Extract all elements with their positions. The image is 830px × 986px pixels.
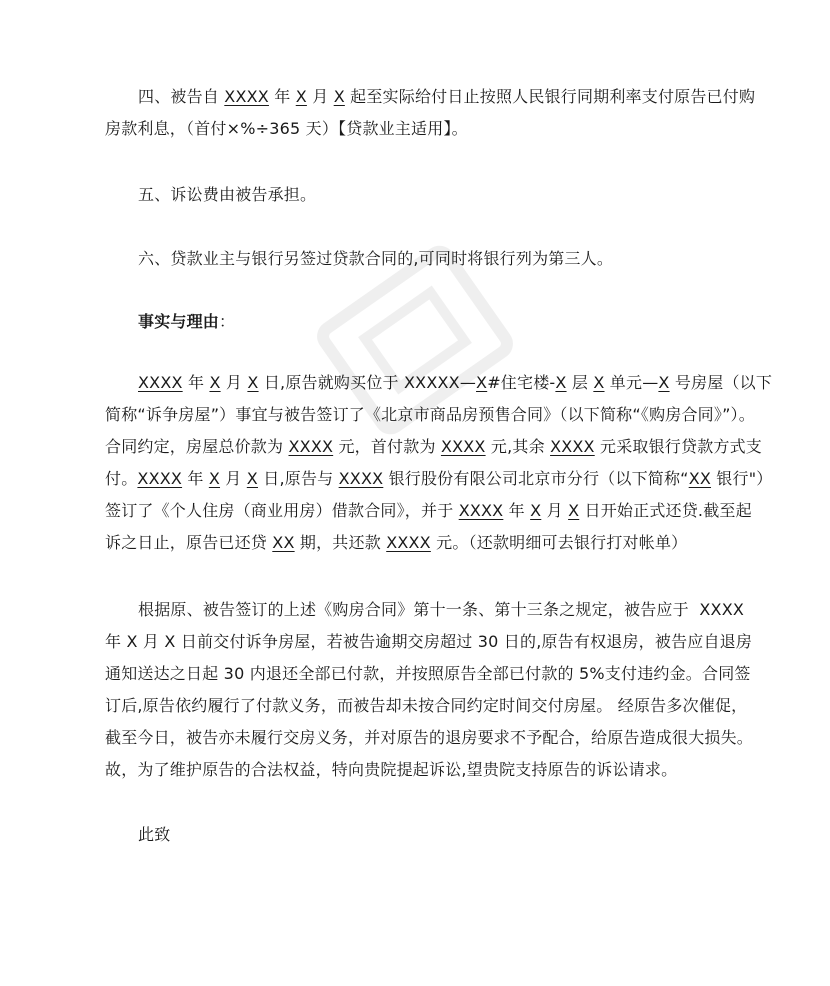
text-segment: 年 bbox=[182, 373, 210, 392]
placeholder-field: XX bbox=[688, 469, 712, 488]
text-line bbox=[138, 312, 235, 332]
text-line bbox=[138, 249, 613, 269]
text-segment: ： bbox=[219, 312, 236, 331]
section-heading: 事实与理由 bbox=[138, 312, 220, 331]
text-line bbox=[105, 632, 752, 652]
placeholder-field: X bbox=[246, 469, 258, 488]
text-segment: 此致 bbox=[138, 825, 171, 844]
placeholder-field: XXXX bbox=[288, 437, 334, 456]
text-segment: 日,原告就购买位于 XXXXX— bbox=[258, 373, 477, 392]
placeholder-field: X bbox=[555, 373, 567, 392]
text-segment: 诉之日止，原告已还贷 bbox=[105, 533, 273, 552]
text-line bbox=[105, 696, 747, 716]
placeholder-field: XXXX bbox=[550, 437, 595, 456]
text-segment: 签订了《个人住房（商业用房）借款合同》，并于 bbox=[105, 501, 459, 520]
text-segment: 号房屋（以下 bbox=[669, 373, 773, 392]
placeholder-field: XX bbox=[272, 533, 295, 552]
placeholder-field: XXXX bbox=[224, 87, 269, 106]
placeholder-field: X bbox=[295, 87, 307, 106]
text-segment: 合同约定，房屋总价款为 bbox=[105, 437, 289, 456]
text-segment: 银行"） bbox=[711, 469, 773, 488]
text-line bbox=[105, 119, 468, 139]
text-line bbox=[105, 405, 755, 425]
text-segment: 月 bbox=[220, 373, 248, 392]
text-segment: 元。（还款明细可去银行打对帐单） bbox=[430, 533, 688, 552]
placeholder-field: X bbox=[530, 501, 542, 520]
placeholder-field: X bbox=[208, 469, 221, 488]
placeholder-field: X bbox=[593, 373, 605, 392]
text-segment: 银行股份有限公司北京市分行（以下简称“ bbox=[383, 469, 689, 488]
text-line bbox=[105, 533, 687, 553]
text-line bbox=[105, 664, 751, 684]
text-segment: 订后,原告依约履行了付款义务，而被告却未按合同约定时间交付房屋。 经原告多次催促， bbox=[105, 696, 748, 715]
text-segment: 截至今日，被告亦未履行交房义务，并对原告的退房要求不予配合，给原告造成很大损失。 bbox=[105, 728, 754, 747]
placeholder-field: XXXX bbox=[386, 533, 431, 552]
text-line bbox=[105, 728, 753, 748]
placeholder-field: XXXX bbox=[458, 501, 504, 520]
text-segment: 房款利息，（首付×%÷365 天）【贷款业主适用】。 bbox=[105, 119, 468, 138]
placeholder-field: X bbox=[247, 373, 259, 392]
text-line bbox=[138, 600, 744, 620]
text-segment: 月 bbox=[220, 469, 247, 488]
text-line bbox=[138, 87, 755, 107]
text-segment: 六、贷款业主与银行另签过贷款合同的,可同时将银行列为第三人。 bbox=[138, 249, 614, 268]
text-line bbox=[105, 437, 762, 457]
placeholder-field: X bbox=[476, 373, 488, 392]
text-line bbox=[105, 469, 772, 489]
text-segment: 根据原、被告签订的上述《购房合同》第十一条、第十三条之规定，被告应于 XXXX bbox=[138, 600, 745, 619]
placeholder-field: X bbox=[333, 87, 345, 106]
text-line bbox=[138, 373, 772, 393]
text-segment: 元采取银行贷款方式支 bbox=[594, 437, 763, 456]
text-segment: 日,原告与 bbox=[257, 469, 339, 488]
text-segment: 年 X 月 X 日前交付诉争房屋，若被告逾期交房超过 30 日的,原告有权退房，被告应自退房 bbox=[105, 632, 753, 651]
text-segment: 层 bbox=[566, 373, 594, 392]
text-segment: 月 bbox=[306, 87, 334, 106]
placeholder-field: X bbox=[658, 373, 670, 392]
text-segment: 通知送达之日起 30 内退还全部已付款，并按照原告全部已付款的 5%支付违约金。合同签 bbox=[105, 664, 751, 683]
placeholder-field: XXXX bbox=[440, 437, 486, 456]
placeholder-field: X bbox=[568, 501, 580, 520]
text-segment: 付。 bbox=[105, 469, 138, 488]
text-line bbox=[105, 501, 752, 521]
text-segment: 单元— bbox=[604, 373, 659, 392]
text-segment: 故，为了维护原告的合法权益，特向贵院提起诉讼,望贵院支持原告的诉讼请求。 bbox=[105, 760, 678, 779]
placeholder-field: XXXX bbox=[137, 469, 183, 488]
placeholder-field: XXXX bbox=[138, 373, 183, 392]
placeholder-field: X bbox=[209, 373, 221, 392]
text-segment: 起至实际给付日止按照人民银行同期利率支付原告已付购 bbox=[344, 87, 756, 106]
text-segment: 简称“诉争房屋”）事宜与被告签订了《北京市商品房预售合同》（以下简称“《购房合同》”）。 bbox=[105, 405, 755, 424]
text-segment: 四、被告自 bbox=[138, 87, 225, 106]
text-segment: 元，首付款为 bbox=[333, 437, 441, 456]
text-segment: 年 bbox=[503, 501, 531, 520]
text-line bbox=[138, 185, 316, 205]
text-line bbox=[138, 825, 170, 845]
text-line bbox=[105, 760, 677, 780]
text-segment: 期，共还款 bbox=[294, 533, 387, 552]
text-segment: 五、诉讼费由被告承担。 bbox=[138, 185, 317, 204]
text-segment: 月 bbox=[541, 501, 569, 520]
text-segment: #住宅楼- bbox=[487, 373, 556, 392]
text-segment: 年 bbox=[182, 469, 209, 488]
text-segment: 年 bbox=[268, 87, 296, 106]
text-segment: 元,其余 bbox=[485, 437, 551, 456]
text-segment: 日开始正式还贷.截至起 bbox=[579, 501, 752, 520]
placeholder-field: XXXX bbox=[338, 469, 384, 488]
